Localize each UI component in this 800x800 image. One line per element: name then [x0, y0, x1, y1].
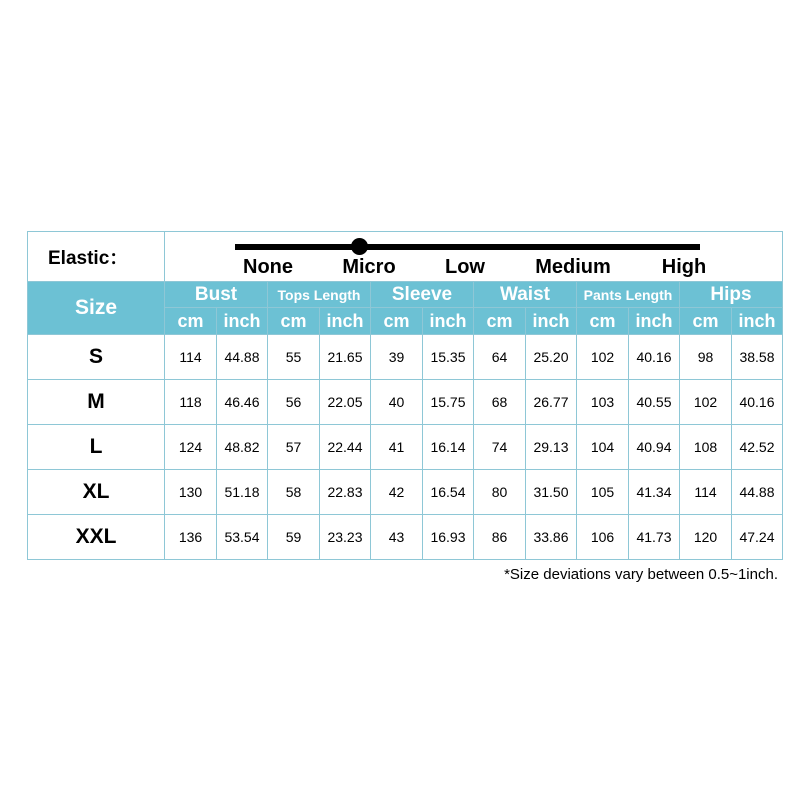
value-cell: 42.52: [732, 425, 783, 470]
value-cell: 102: [680, 380, 732, 425]
value-cell: 98: [680, 335, 732, 380]
elastic-level-high: High: [661, 256, 707, 278]
value-cell: 41: [371, 425, 423, 470]
group-header-row: [28, 282, 783, 308]
elastic-row: [28, 232, 783, 282]
size-label: L: [28, 425, 165, 470]
value-cell: 31.50: [526, 470, 577, 515]
value-cell: 59: [268, 515, 320, 560]
value-cell: 43: [371, 515, 423, 560]
value-cell: 22.05: [320, 380, 371, 425]
value-cell: 15.35: [423, 335, 474, 380]
table-row: [28, 470, 783, 515]
value-cell: 114: [165, 335, 217, 380]
value-cell: 74: [474, 425, 526, 470]
table-row: [28, 515, 783, 560]
value-cell: 33.86: [526, 515, 577, 560]
group-header-hips: Hips: [680, 282, 783, 308]
value-cell: 124: [165, 425, 217, 470]
group-header-bust: Bust: [165, 282, 268, 308]
value-cell: 40.16: [732, 380, 783, 425]
value-cell: 44.88: [217, 335, 268, 380]
size-deviation-note: *Size deviations vary between 0.5~1inch.: [504, 566, 778, 583]
value-cell: 41.34: [629, 470, 680, 515]
value-cell: 53.54: [217, 515, 268, 560]
value-cell: 58: [268, 470, 320, 515]
value-cell: 48.82: [217, 425, 268, 470]
group-header-sleeve: Sleeve: [371, 282, 474, 308]
value-cell: 16.14: [423, 425, 474, 470]
value-cell: 22.83: [320, 470, 371, 515]
value-cell: 55: [268, 335, 320, 380]
unit-header-inch: inch: [423, 308, 474, 335]
size-label: S: [28, 335, 165, 380]
value-cell: 80: [474, 470, 526, 515]
elastic-level-medium: Medium: [535, 256, 611, 278]
group-header-tops-length: Tops Length: [268, 282, 371, 308]
value-cell: 40.55: [629, 380, 680, 425]
value-cell: 40: [371, 380, 423, 425]
value-cell: 68: [474, 380, 526, 425]
value-cell: 46.46: [217, 380, 268, 425]
value-cell: 25.20: [526, 335, 577, 380]
group-header-pants-length: Pants Length: [577, 282, 680, 308]
size-header: Size: [28, 282, 165, 335]
elastic-level-low: Low: [445, 256, 485, 278]
unit-header-inch: inch: [526, 308, 577, 335]
unit-header-cm: cm: [371, 308, 423, 335]
value-cell: 41.73: [629, 515, 680, 560]
unit-header-inch: inch: [629, 308, 680, 335]
size-label: M: [28, 380, 165, 425]
value-cell: 21.65: [320, 335, 371, 380]
value-cell: 102: [577, 335, 629, 380]
value-cell: 42: [371, 470, 423, 515]
group-header-waist: Waist: [474, 282, 577, 308]
elastic-level-micro: Micro: [342, 256, 396, 278]
value-cell: 105: [577, 470, 629, 515]
unit-header-cm: cm: [577, 308, 629, 335]
unit-header-inch: inch: [320, 308, 371, 335]
elastic-scale: [165, 232, 783, 282]
value-cell: 16.54: [423, 470, 474, 515]
unit-header-inch: inch: [217, 308, 268, 335]
table-row: [28, 380, 783, 425]
size-label: XL: [28, 470, 165, 515]
value-cell: 114: [680, 470, 732, 515]
value-cell: 57: [268, 425, 320, 470]
unit-header-cm: cm: [165, 308, 217, 335]
value-cell: 22.44: [320, 425, 371, 470]
value-cell: 40.16: [629, 335, 680, 380]
size-chart-table: [27, 231, 783, 560]
value-cell: 103: [577, 380, 629, 425]
value-cell: 29.13: [526, 425, 577, 470]
elastic-level-marker: [351, 238, 368, 255]
value-cell: 23.23: [320, 515, 371, 560]
value-cell: 44.88: [732, 470, 783, 515]
unit-header-cm: cm: [680, 308, 732, 335]
value-cell: 136: [165, 515, 217, 560]
value-cell: 51.18: [217, 470, 268, 515]
value-cell: 64: [474, 335, 526, 380]
value-cell: 40.94: [629, 425, 680, 470]
table-row: [28, 425, 783, 470]
elastic-label: Elastic：: [28, 232, 165, 282]
elastic-level-none: None: [243, 256, 293, 278]
value-cell: 86: [474, 515, 526, 560]
unit-header-inch: inch: [732, 308, 783, 335]
value-cell: 38.58: [732, 335, 783, 380]
value-cell: 106: [577, 515, 629, 560]
value-cell: 56: [268, 380, 320, 425]
elastic-level-labels: [165, 256, 782, 280]
value-cell: 16.93: [423, 515, 474, 560]
value-cell: 104: [577, 425, 629, 470]
value-cell: 118: [165, 380, 217, 425]
elastic-scale-line: [235, 244, 700, 250]
value-cell: 130: [165, 470, 217, 515]
unit-header-cm: cm: [268, 308, 320, 335]
value-cell: 120: [680, 515, 732, 560]
value-cell: 108: [680, 425, 732, 470]
value-cell: 39: [371, 335, 423, 380]
value-cell: 47.24: [732, 515, 783, 560]
table-row: [28, 335, 783, 380]
value-cell: 15.75: [423, 380, 474, 425]
size-label: XXL: [28, 515, 165, 560]
value-cell: 26.77: [526, 380, 577, 425]
unit-header-cm: cm: [474, 308, 526, 335]
